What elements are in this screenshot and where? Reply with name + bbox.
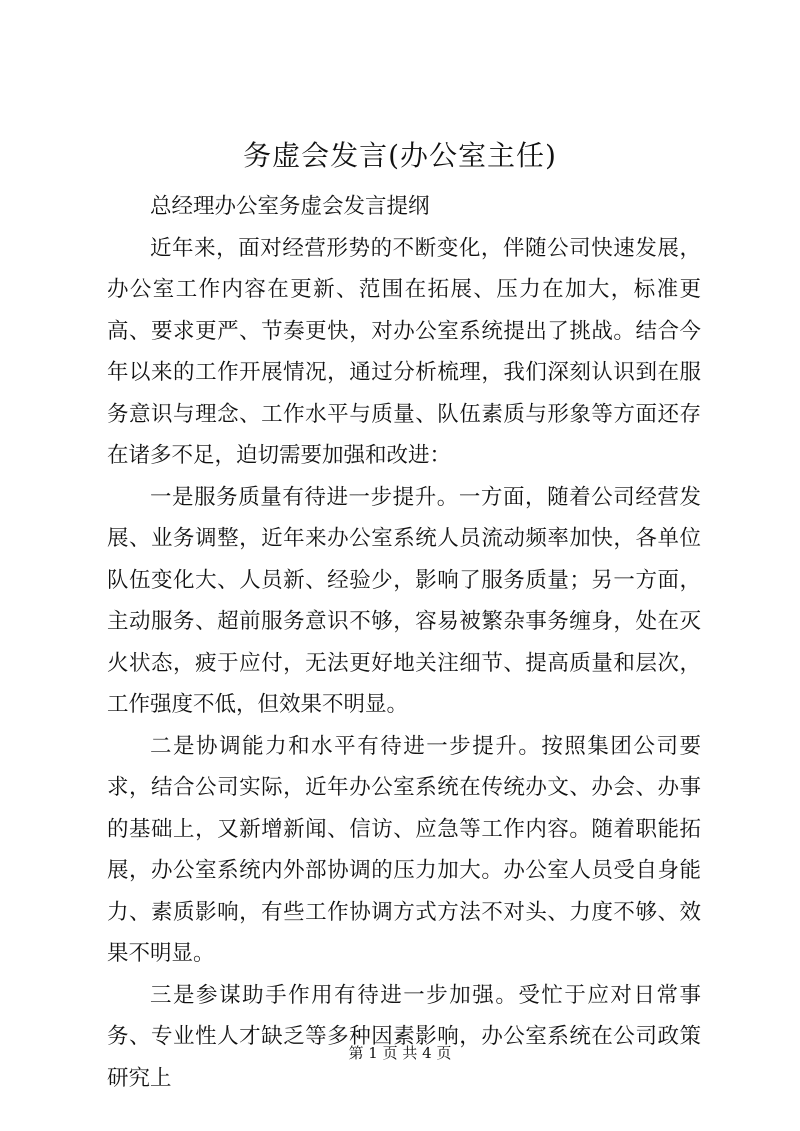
body-paragraph: 近年来，面对经营形势的不断变化，伴随公司快速发展，办公室工作内容在更新、范围在拓展、压力在加大，标准更高、要求更严、节奏更快，对办公室系统提出了挑战。结合今年以来的工作开展情况，通过分析梳理，我们深刻认识到在服务意识与理念、工作水平与质量、队伍素质与形象等方面还存在诸多不足，迫切需要加强和改进： [107,235,701,468]
body-paragraph: 三是参谋助手作用有待进一步加强。受忙于应对日常事务、专业性人才缺乏等多种因素影响，办公室系统在公司政策研究上 [107,982,701,1091]
document-title: 务虚会发言(办公室主任) [243,139,557,172]
body-paragraph: 二是协调能力和水平有待进一步提升。按照集团公司要求，结合公司实际，近年办公室系统在传统办文、办会、办事的基础上，又新增新闻、信访、应急等工作内容。随着职能拓展，办公室系统内外部协调的压力加大。办公室人员受自身能力、素质影响，有些工作协调方式方法不对头、力度不够、效果不明显。 [107,733,701,966]
body-paragraph: 一是服务质量有待进一步提升。一方面，随着公司经营发展、业务调整，近年来办公室系统人员流动频率加快，各单位队伍变化大、人员新、经验少，影响了服务质量；另一方面，主动服务、超前服务意识不够，容易被繁杂事务缠身，处在灭火状态，疲于应付，无法更好地关注细节、提高质量和层次，工作强度不低，但效果不明显。 [107,484,701,717]
document-body [107,186,701,1099]
page-number: 第 1 页 共 4 页 [348,1044,452,1062]
subtitle-paragraph: 总经理办公室务虚会发言提纲 [150,194,430,219]
